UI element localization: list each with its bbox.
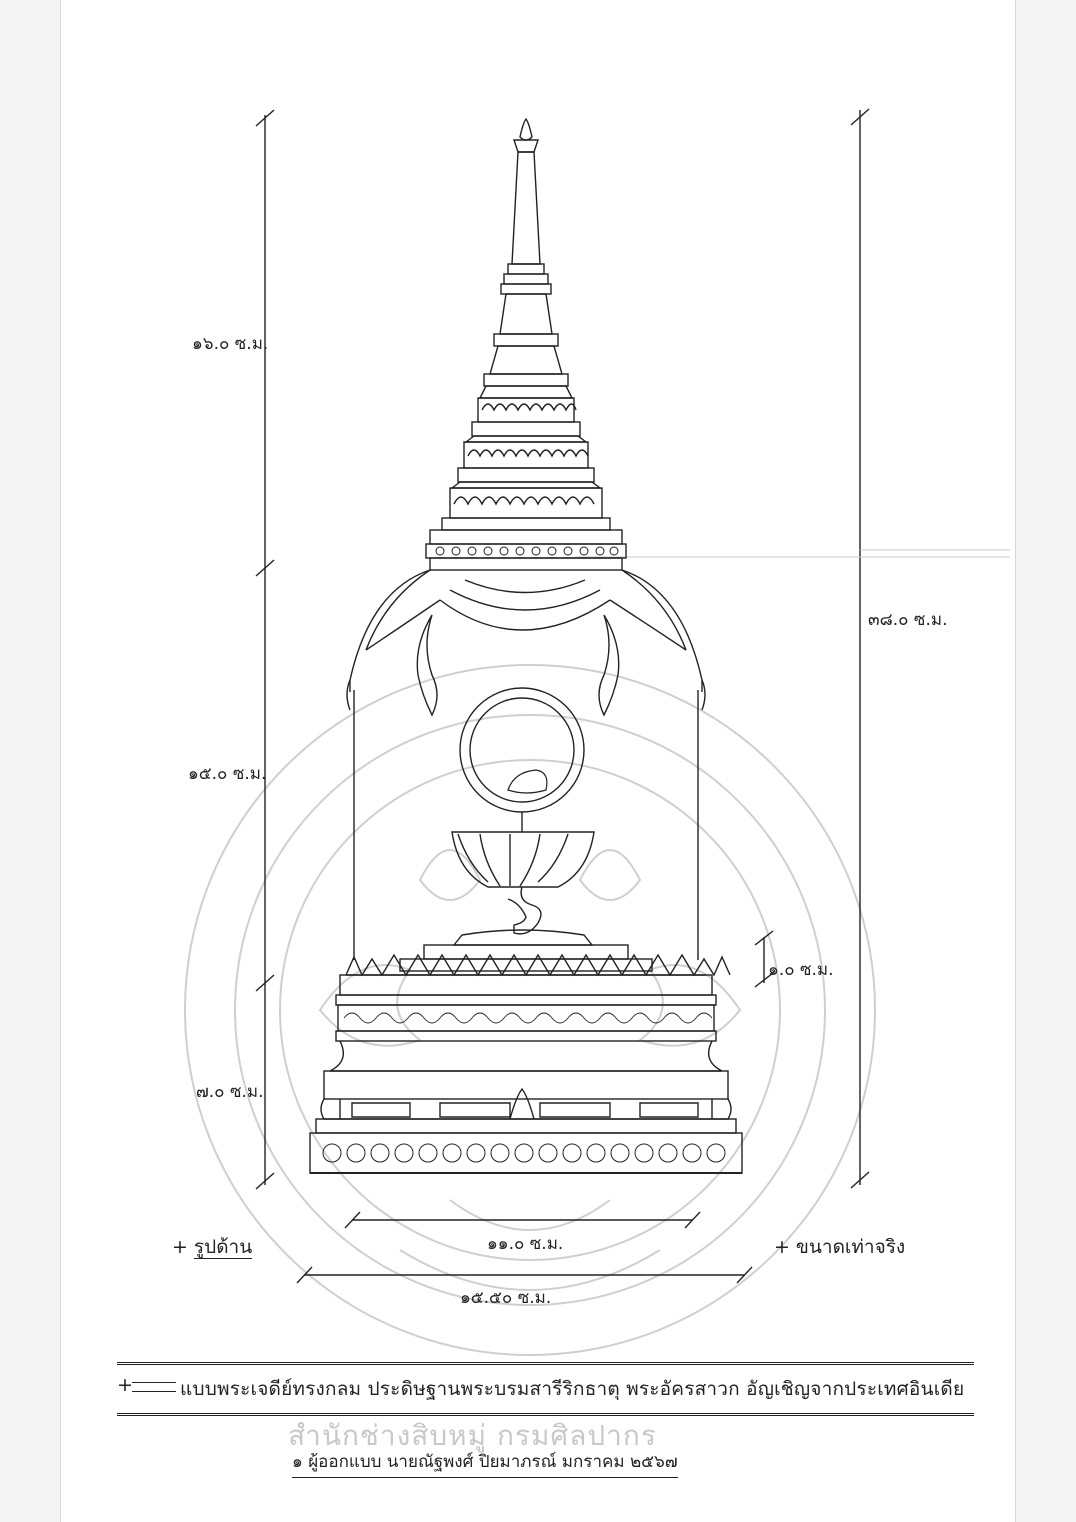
drawing-title: แบบพระเจดีย์ทรงกลม ประดิษฐานพระบรมสารีริกธาตุ พระอัครสาวก อัญเชิญจากประเทศอินเดีย: [180, 1378, 965, 1400]
title-mark: +: [117, 1374, 133, 1396]
dimension-lotus-step: ๑.๐ ซ.ม.: [768, 960, 834, 980]
lotus-petal-base: [330, 945, 730, 1071]
right-dimension-line: [755, 109, 869, 1188]
dimension-dome-width: ๑๑.๐ ซ.ม.: [487, 1234, 564, 1254]
pedestal: [310, 1071, 742, 1173]
dimension-dome-height: ๑๕.๐ ซ.ม.: [188, 764, 267, 784]
spire-tiers: [426, 386, 626, 570]
note-elevation: [172, 1232, 252, 1262]
note-actual-size: [774, 1232, 905, 1262]
canopy-garlands: [347, 570, 705, 715]
dimension-spire-height: ๑๖.๐ ซ.ม.: [192, 334, 269, 354]
relic-holder: [452, 688, 594, 945]
dimension-base-width: ๑๕.๕๐ ซ.ม.: [460, 1288, 552, 1308]
note-mark: +: [774, 1236, 790, 1258]
left-dimension-line: [256, 110, 274, 1189]
dimension-total-height: ๓๘.๐ ซ.ม.: [868, 610, 948, 630]
dimension-base-height: ๗.๐ ซ.ม.: [196, 1082, 264, 1102]
watermark-text: สำนักช่างสิบหมู่ กรมศิลปากร: [288, 1419, 657, 1452]
note-elevation-text: รูปด้าน: [193, 1236, 253, 1258]
title-rule: [132, 1382, 176, 1392]
designer-credit: ๑ ผู้ออกแบบ นายณัฐพงศ์ ปิยมาภรณ์ มกราคม ๒๕๖๗: [292, 1448, 678, 1478]
note-actual-size-text: ขนาดเท่าจริง: [795, 1236, 906, 1258]
note-mark: +: [172, 1236, 188, 1258]
spire-finial: [484, 119, 568, 386]
glass-dome: [354, 690, 698, 960]
